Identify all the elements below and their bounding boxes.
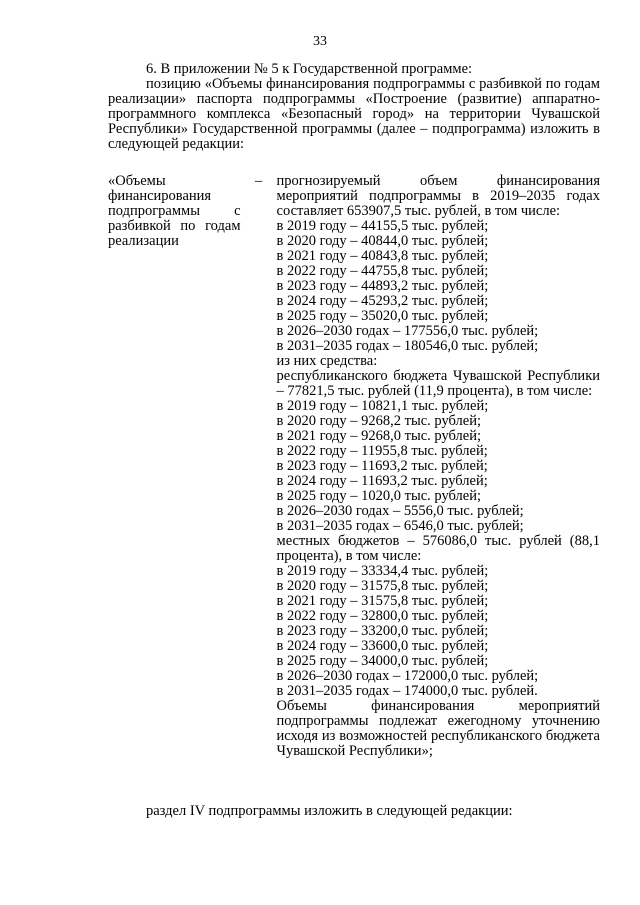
- passport-line: местных бюджетов – 576086,0 тыс. рублей (88,1 процента), в том числе:: [276, 533, 600, 564]
- passport-line: Объемы финансирования мероприятий подпрограммы подлежат ежегодному уточнению исходя из возможностей республиканского бюджета Чувашской Республики»;: [276, 698, 600, 759]
- passport-line: в 2023 году – 44893,2 тыс. рублей;: [276, 278, 489, 294]
- passport-line: в 2024 году – 11693,2 тыс. рублей;: [276, 473, 488, 489]
- passport-line: в 2025 году – 1020,0 тыс. рублей;: [276, 488, 482, 504]
- passport-line: в 2021 году – 31575,8 тыс. рублей;: [276, 593, 489, 609]
- passport-line: в 2020 году – 9268,2 тыс. рублей;: [276, 413, 482, 429]
- passport-line: в 2031–2035 годах – 6546,0 тыс. рублей;: [276, 518, 524, 534]
- passport-body: [277, 174, 600, 759]
- passport-line: в 2026–2030 годах – 172000,0 тыс. рублей;: [276, 668, 539, 684]
- passport-line: в 2023 году – 11693,2 тыс. рублей;: [276, 458, 488, 474]
- passport-line: в 2020 году – 31575,8 тыс. рублей;: [276, 578, 489, 594]
- passport-line: в 2024 году – 33600,0 тыс. рублей;: [276, 638, 489, 654]
- intro-heading: 6. В приложении № 5 к Государственной программе:: [146, 61, 473, 77]
- passport-line: в 2022 году – 44755,8 тыс. рублей;: [276, 263, 489, 279]
- passport-line: прогнозируемый объем финансирования мероприятий подпрограммы в 2019–2035 годах составляет 653907,5 тыс. рублей, в том числе:: [276, 173, 600, 219]
- passport-dash-text: –: [255, 173, 263, 189]
- passport-line: в 2019 году – 44155,5 тыс. рублей;: [276, 218, 489, 234]
- intro-section: [108, 62, 600, 152]
- page-number: 33: [313, 34, 327, 49]
- passport-line: из них средства:: [276, 353, 378, 369]
- passport-line: в 2023 году – 33200,0 тыс. рублей;: [276, 623, 489, 639]
- passport-line: в 2020 году – 40844,0 тыс. рублей;: [276, 233, 489, 249]
- passport-line: в 2019 году – 33334,4 тыс. рублей;: [276, 563, 489, 579]
- passport-line: в 2021 году – 40843,8 тыс. рублей;: [276, 248, 489, 264]
- passport-line: в 2024 году – 45293,2 тыс. рублей;: [276, 293, 489, 309]
- intro-paragraph: позицию «Объемы финансирования подпрограммы с разбивкой по годам реализации» паспорта подпрограммы «Построение (развитие) аппаратно-программного комплекса «Безопасный город» на территории Чувашской Республики» Государственной программы (далее – подпрограмма) изложить в следующей редакции:: [108, 76, 600, 152]
- passport-line: в 2021 году – 9268,0 тыс. рублей;: [276, 428, 482, 444]
- passport-line: в 2022 году – 32800,0 тыс. рублей;: [276, 608, 489, 624]
- passport-line: в 2031–2035 годах – 174000,0 тыс. рублей.: [276, 683, 538, 699]
- passport-line: в 2025 году – 34000,0 тыс. рублей;: [276, 653, 489, 669]
- passport-table: [108, 174, 600, 759]
- passport-line: в 2026–2030 годах – 177556,0 тыс. рублей;: [276, 323, 539, 339]
- passport-line: республиканского бюджета Чувашской Республики – 77821,5 тыс. рублей (11,9 процента), в том числе:: [276, 368, 600, 399]
- passport-line: в 2022 году – 11955,8 тыс. рублей;: [276, 443, 488, 459]
- section-instruction: раздел IV подпрограммы изложить в следующей редакции:: [146, 803, 513, 819]
- passport-label: «Объемы финансирования подпрограммы с разбивкой по годам реализации: [108, 173, 241, 249]
- passport-line: в 2031–2035 годах – 180546,0 тыс. рублей;: [276, 338, 539, 354]
- passport-line: в 2025 году – 35020,0 тыс. рублей;: [276, 308, 489, 324]
- passport-line: в 2019 году – 10821,1 тыс. рублей;: [276, 398, 489, 414]
- passport-line: в 2026–2030 годах – 5556,0 тыс. рублей;: [276, 503, 524, 519]
